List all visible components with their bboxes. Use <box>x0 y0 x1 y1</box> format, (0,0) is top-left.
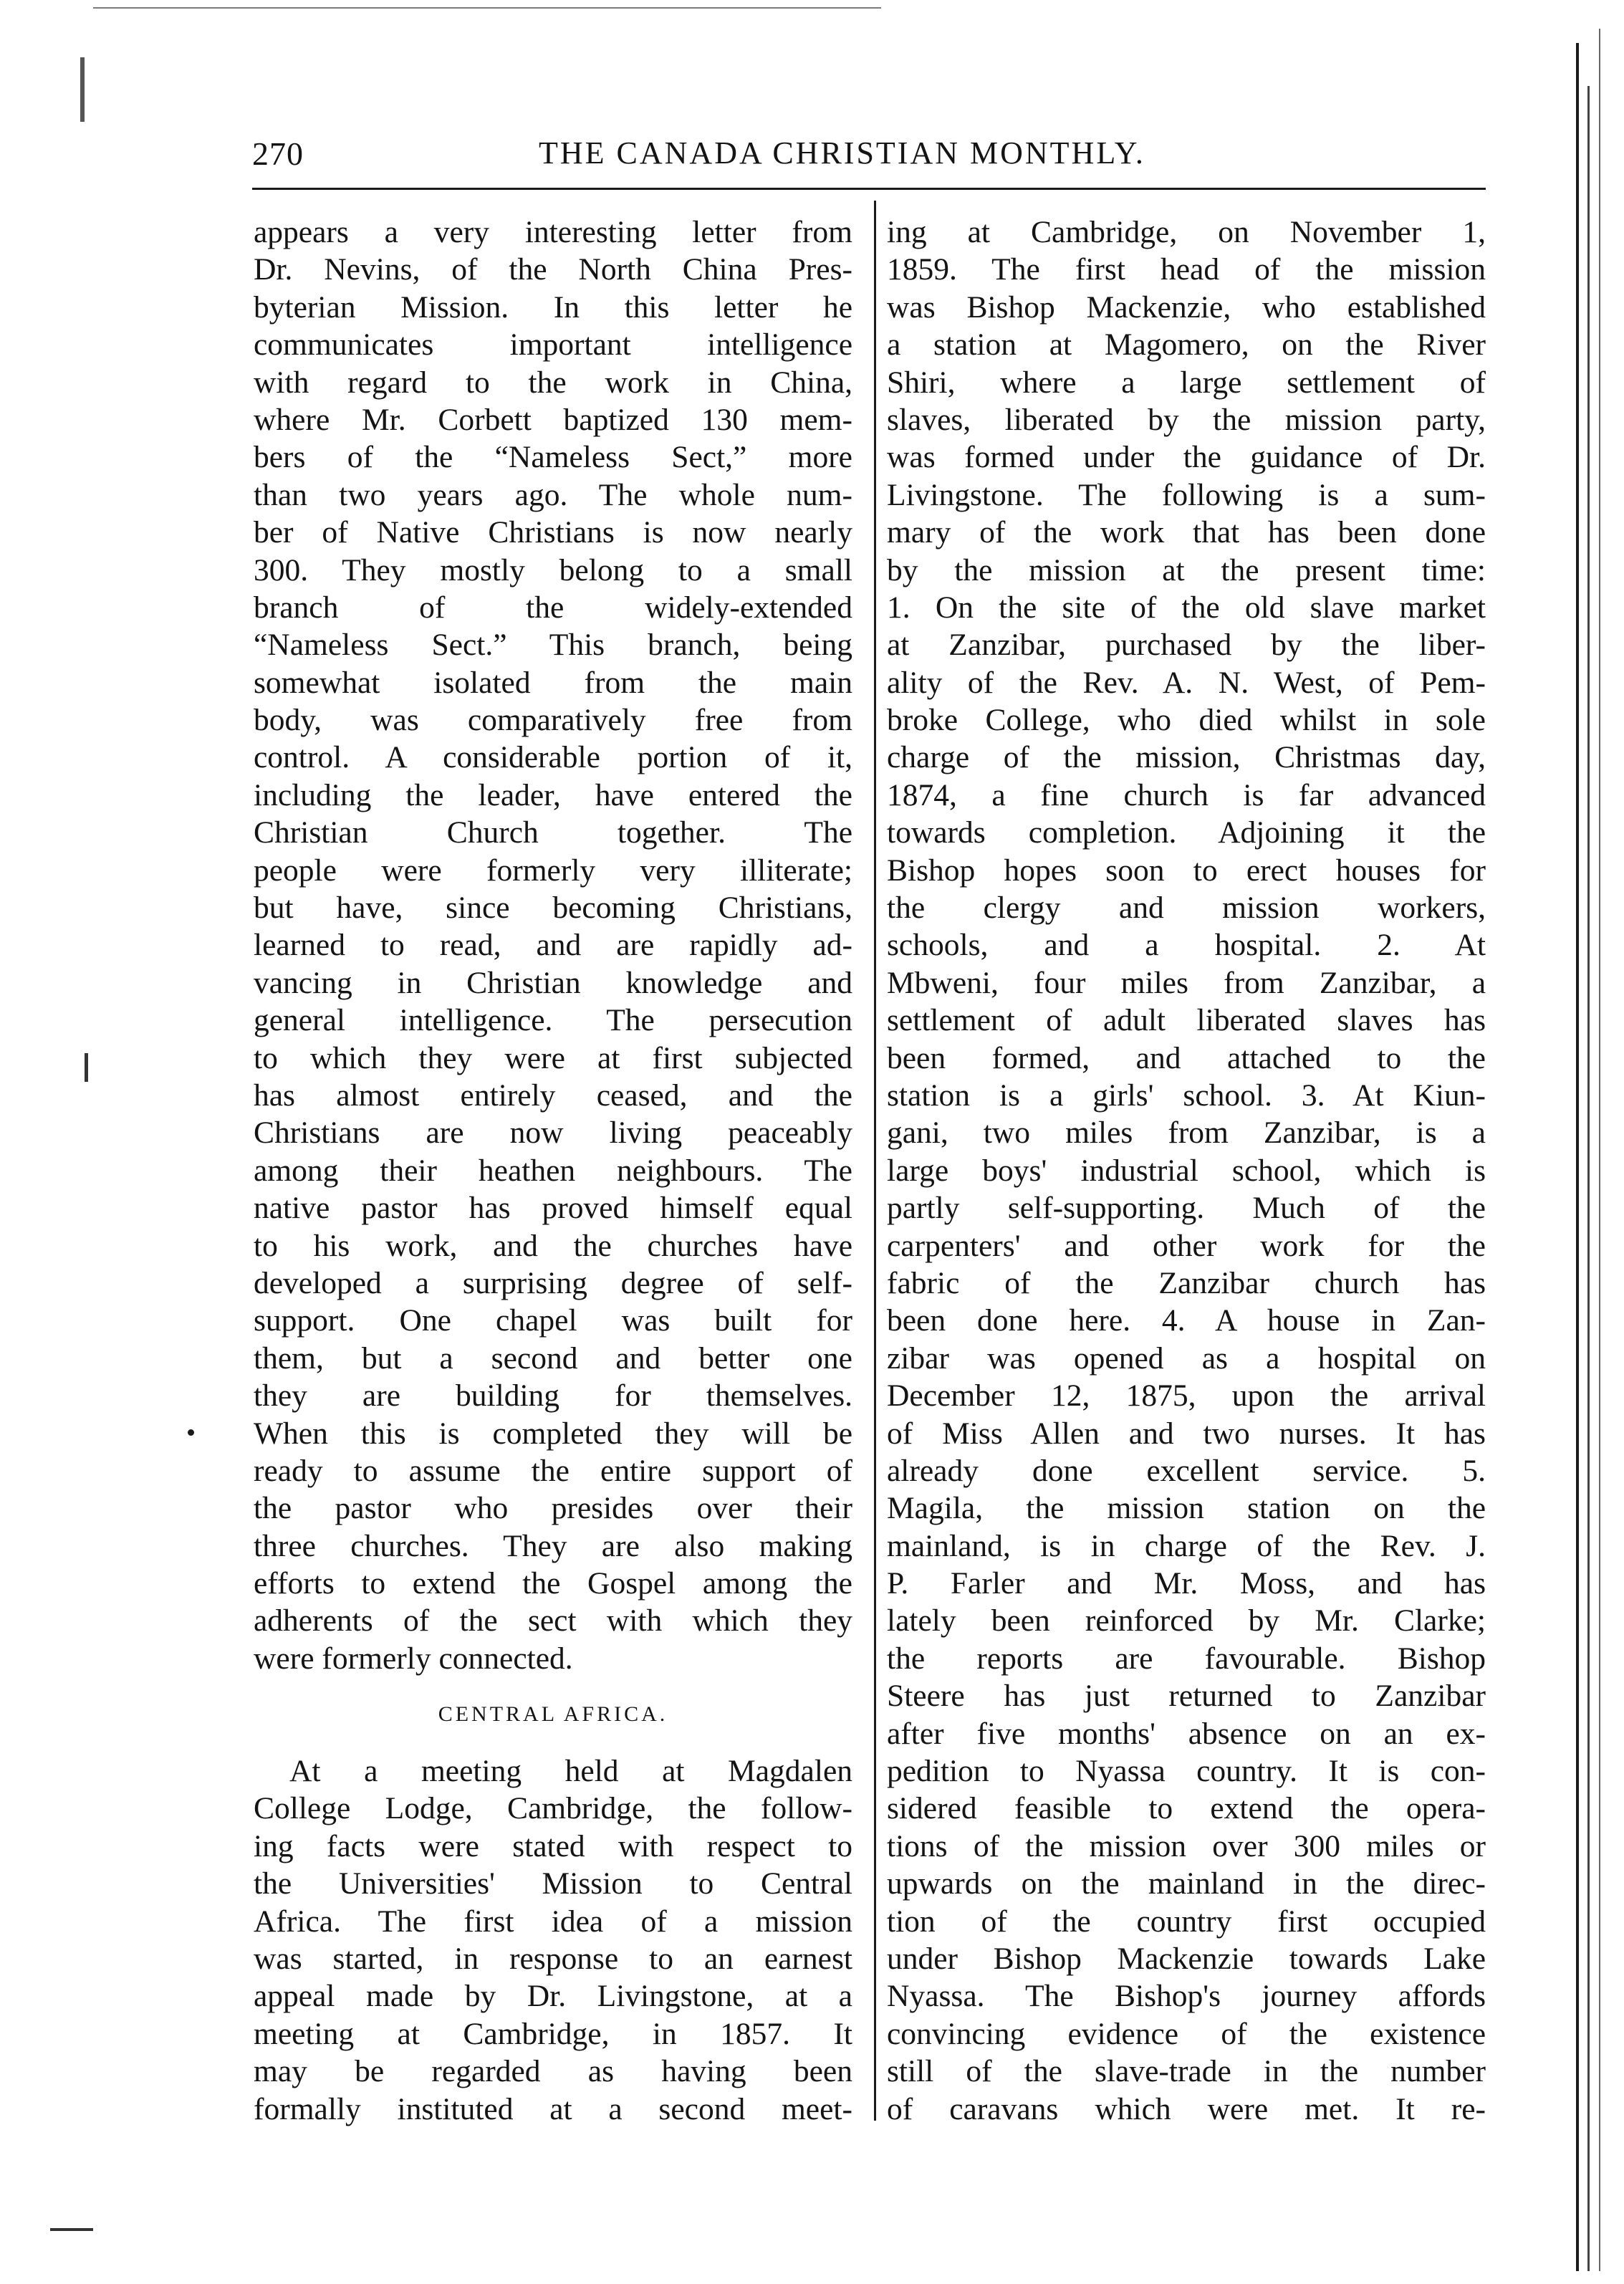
text-line: When this is completed they will be <box>254 1416 852 1451</box>
text-line: bers of the “Nameless Sect,” more <box>254 440 852 475</box>
text-line: appears a very interesting letter from <box>254 215 852 249</box>
text-line: carpenters' and other work for the <box>887 1228 1486 1263</box>
text-line: 1. On the site of the old slave market <box>887 590 1486 625</box>
right-column <box>887 213 1486 2128</box>
text-line: meeting at Cambridge, in 1857. It <box>254 2016 852 2051</box>
text-line: vancing in Christian knowledge and <box>254 965 852 1000</box>
text-line: sidered feasible to extend the opera- <box>887 1791 1486 1826</box>
scan-edge-line-right-3 <box>1599 29 1600 2271</box>
text-line: ality of the Rev. A. N. West, of Pem- <box>887 665 1486 700</box>
text-line: charge of the mission, Christmas day, <box>887 740 1486 775</box>
text-line: the reports are favourable. Bishop <box>887 1641 1486 1676</box>
text-line: communicates important intelligence <box>254 327 852 363</box>
text-line: under Bishop Mackenzie towards Lake <box>887 1941 1486 1976</box>
text-line: At a meeting held at Magdalen <box>289 1754 852 1789</box>
scan-edge-speck-left <box>80 57 85 122</box>
text-line: the clergy and mission workers, <box>887 891 1486 926</box>
text-line: to his work, and the churches have <box>254 1228 852 1263</box>
text-line: where Mr. Corbett baptized 130 mem- <box>254 402 852 437</box>
text-line: ing at Cambridge, on November 1, <box>887 215 1486 249</box>
scan-dot <box>188 1429 194 1436</box>
text-line: learned to read, and are rapidly ad- <box>254 928 852 963</box>
text-line: gani, two miles from Zanzibar, is a <box>887 1115 1486 1151</box>
text-line: developed a surprising degree of self- <box>254 1265 852 1300</box>
running-title: THE CANADA CHRISTIAN MONTHLY. <box>539 135 1145 171</box>
text-line: has almost entirely ceased, and the <box>254 1078 852 1113</box>
text-line: support. One chapel was built for <box>254 1303 852 1338</box>
text-line: general intelligence. The persecution <box>254 1003 852 1038</box>
text-line: Africa. The first idea of a mission <box>254 1904 852 1939</box>
text-line: Christian Church together. The <box>254 815 852 850</box>
text-line: was formed under the guidance of Dr. <box>887 440 1486 475</box>
text-line: “Nameless Sect.” This branch, being <box>254 628 852 663</box>
text-line: branch of the widely-extended <box>254 590 852 625</box>
text-line: 1874, a fine church is far advanced <box>887 777 1486 812</box>
text-line: Mbweni, four miles from Zanzibar, a <box>887 965 1486 1000</box>
text-line: body, was comparatively free from <box>254 703 852 738</box>
left-column <box>254 213 852 2128</box>
text-line: ing facts were stated with respect to <box>254 1828 852 1863</box>
text-line: formally instituted at a second meet- <box>254 2091 852 2126</box>
text-line: they are building for themselves. <box>254 1378 852 1414</box>
text-line: upwards on the mainland in the direc- <box>887 1866 1486 1901</box>
text-line: station is a girls' school. 3. At Kiun- <box>887 1078 1486 1113</box>
text-line: of caravans which were met. It re- <box>887 2091 1486 2126</box>
text-line: schools, and a hospital. 2. At <box>887 928 1486 963</box>
text-line: control. A considerable portion of it, <box>254 740 852 775</box>
text-line: College Lodge, Cambridge, the follow- <box>254 1791 852 1826</box>
text-line: the pastor who presides over their <box>254 1491 852 1526</box>
text-line: byterian Mission. In this letter he <box>254 289 852 325</box>
text-line: broke College, who died whilst in sole <box>887 703 1486 738</box>
text-line: 300. They mostly belong to a small <box>254 552 852 587</box>
text-line: already done excellent service. 5. <box>887 1453 1486 1488</box>
text-line: Christians are now living peaceably <box>254 1115 852 1151</box>
page-header <box>252 133 1486 183</box>
text-line: the Universities' Mission to Central <box>254 1866 852 1901</box>
text-line: somewhat isolated from the main <box>254 665 852 700</box>
text-line: large boys' industrial school, which is <box>887 1153 1486 1188</box>
text-line: P. Farler and Mr. Moss, and has <box>887 1566 1486 1601</box>
text-line: including the leader, have entered the <box>254 777 852 812</box>
text-line: efforts to extend the Gospel among the <box>254 1566 852 1601</box>
text-line: people were formerly very illiterate; <box>254 853 852 888</box>
text-line: Shiri, where a large settlement of <box>887 365 1486 400</box>
text-line: tions of the mission over 300 miles or <box>887 1828 1486 1863</box>
text-line: mainland, is in charge of the Rev. J. <box>887 1528 1486 1563</box>
text-line: ber of Native Christians is now nearly <box>254 515 852 550</box>
text-line: towards completion. Adjoining it the <box>887 815 1486 850</box>
text-line: a station at Magomero, on the River <box>887 327 1486 363</box>
text-line: appeal made by Dr. Livingstone, at a <box>254 1979 852 2014</box>
text-line: with regard to the work in China, <box>254 365 852 400</box>
text-line: by the mission at the present time: <box>887 552 1486 587</box>
text-line: slaves, liberated by the mission party, <box>887 402 1486 437</box>
scan-edge-speck-bottom <box>50 2228 93 2231</box>
text-line: Bishop hopes soon to erect houses for <box>887 853 1486 888</box>
text-line: lately been reinforced by Mr. Clarke; <box>887 1603 1486 1638</box>
text-line: Nyassa. The Bishop's journey affords <box>887 1979 1486 2014</box>
section-heading: CENTRAL AFRICA. <box>438 1702 668 1727</box>
scan-edge-line-right-2 <box>1587 86 1590 2271</box>
text-line: were formerly connected. <box>254 1641 573 1676</box>
text-line: been formed, and attached to the <box>887 1040 1486 1075</box>
text-line: them, but a second and better one <box>254 1340 852 1376</box>
text-line: fabric of the Zanzibar church has <box>887 1265 1486 1300</box>
text-line: three churches. They are also making <box>254 1528 852 1563</box>
page-number: 270 <box>252 135 304 172</box>
text-line: was Bishop Mackenzie, who established <box>887 289 1486 325</box>
text-line: tion of the country first occupied <box>887 1904 1486 1939</box>
header-rule <box>252 188 1486 190</box>
text-line: Livingstone. The following is a sum- <box>887 477 1486 512</box>
text-line: at Zanzibar, purchased by the liber- <box>887 628 1486 663</box>
text-line: to which they were at first subjected <box>254 1040 852 1075</box>
text-line: but have, since becoming Christians, <box>254 891 852 926</box>
text-line: still of the slave-trade in the number <box>887 2054 1486 2089</box>
text-line: mary of the work that has been done <box>887 515 1486 550</box>
text-line: after five months' absence on an ex- <box>887 1716 1486 1751</box>
text-line: zibar was opened as a hospital on <box>887 1340 1486 1376</box>
scan-edge-line-right-1 <box>1576 43 1579 2271</box>
text-line: December 12, 1875, upon the arrival <box>887 1378 1486 1414</box>
text-line: been done here. 4. A house in Zan- <box>887 1303 1486 1338</box>
column-divider <box>874 201 876 2121</box>
text-line: native pastor has proved himself equal <box>254 1191 852 1226</box>
text-line: was started, in response to an earnest <box>254 1941 852 1976</box>
scan-edge-speck-left-2 <box>85 1053 88 1082</box>
text-line: pedition to Nyassa country. It is con- <box>887 1754 1486 1789</box>
text-line: ready to assume the entire support of <box>254 1453 852 1488</box>
text-line: than two years ago. The whole num- <box>254 477 852 512</box>
text-line: adherents of the sect with which they <box>254 1603 852 1638</box>
text-line: of Miss Allen and two nurses. It has <box>887 1416 1486 1451</box>
text-line: among their heathen neighbours. The <box>254 1153 852 1188</box>
text-line: Steere has just returned to Zanzibar <box>887 1679 1486 1714</box>
text-line: settlement of adult liberated slaves has <box>887 1003 1486 1038</box>
text-line: partly self-supporting. Much of the <box>887 1191 1486 1226</box>
text-line: 1859. The first head of the mission <box>887 252 1486 287</box>
text-line: may be regarded as having been <box>254 2054 852 2089</box>
text-line: Dr. Nevins, of the North China Pres- <box>254 252 852 287</box>
text-line: convincing evidence of the existence <box>887 2016 1486 2051</box>
scan-edge-line-top <box>93 7 881 9</box>
text-line: Magila, the mission station on the <box>887 1491 1486 1526</box>
